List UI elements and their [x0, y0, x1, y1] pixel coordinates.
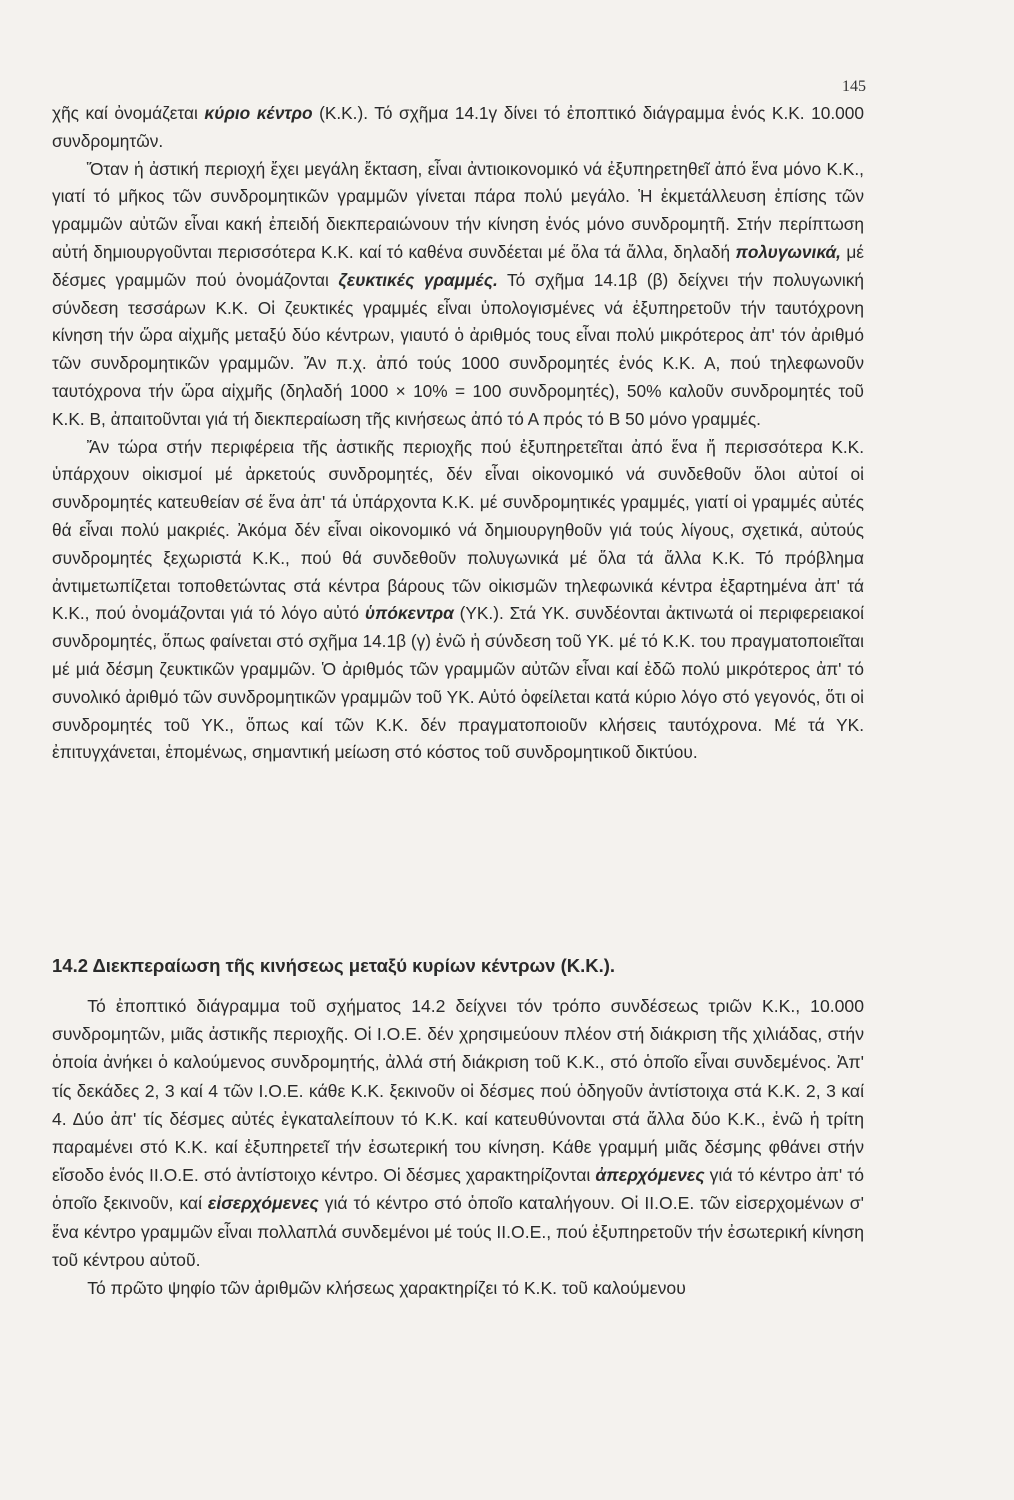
text-run: γιά τό κέντρο στό ὁποῖο καταλήγουν. Οἱ ΙΙ.Ο.Ε. τῶν εἰσερχομένων σ' ἕνα κέντρο γραμμῶν εἶναι πολλαπλά συνδεμένοι μέ τούς ΙΙ.Ο.Ε., πού ἐξυπηρετοῦν τήν ἐσωτερική κίνηση τοῦ κέντρου αὐτοῦ. — [52, 1193, 864, 1270]
term-aperchomenes: ἀπερχόμενες — [595, 1165, 705, 1186]
text-run: Τό ἐποπτικό διάγραμμα τοῦ σχήματος 14.2 δείχνει τόν τρόπο συνδέσεως τριῶν Κ.Κ., 10.000 συνδρομητῶν, μιᾶς ἀστικῆς περιοχῆς. Οἱ Ι.Ο.Ε. δέν χρησιμεύουν πλέον στή διάκριση τῆς χιλιάδας, στήν ὁποία ἀνήκει ὁ καλούμενος συνδρομητής, ἀλλά στή διάκριση τοῦ Κ.Κ., στό ὁποῖο εἶναι συνδεμένος. Ἀπ' τίς δεκάδες 2, 3 καί 4 τῶν Ι.Ο.Ε. κάθε Κ.Κ. ξεκινοῦν οἱ δέσμες πού ὁδηγοῦν ἀντίστοιχα στά Κ.Κ. 2, 3 καί 4. Δύο ἀπ' τίς δέσμες αὐτές ἐγκαταλείπουν τό Κ.Κ. καί κατευθύνονται στά ἄλλα δύο Κ.Κ., ἐνῶ ἡ τρίτη παραμένει στό Κ.Κ. καί ἐξυπηρετεῖ τήν ἐσωτερική του κίνηση. Κάθε γραμμή μιᾶς δέσμης φθάνει στήν εἴσοδο ἑνός ΙΙ.Ο.Ε. στό ἀντίστοιχο κέντρο. Οἱ δέσμες χαρακτηρίζονται — [52, 996, 864, 1186]
text-run: Ὅταν ἡ ἀστική περιοχή ἔχει μεγάλη ἔκταση, εἶναι ἀντιοικονομικό νά ἐξυπηρετηθεῖ ἀπό ἕνα μόνο Κ.Κ., γιατί τό μῆκος τῶν συνδρομητικῶν γραμμῶν γίνεται πάρα πολύ μεγάλο. Ἡ ἐκμετάλλευση ἐπίσης τῶν γραμμῶν αὐτῶν εἶναι κακή ἐπειδή διεκπεραιώνουν τήν κίνηση ἑνός μόνο συνδρομητῆ. Στήν περίπτωση αὐτή δημιουργοῦνται περισσότερα Κ.Κ. καί τό καθένα συνδέεται μέ ὅλα τά ἄλλα, δηλαδή — [52, 158, 864, 262]
text-run: χῆς καί ὀνομάζεται — [52, 103, 205, 123]
term-eiserchomenes: εἰσερχόμενες — [207, 1193, 319, 1214]
body-text-lower — [52, 992, 864, 1302]
paragraph-3 — [52, 434, 864, 768]
page-number: 145 — [842, 78, 866, 95]
term-ypokentra: ὑπόκεντρα — [364, 603, 454, 624]
text-run: μέ δέσμες γραμμῶν πού ὀνομάζονται — [52, 241, 865, 290]
section-heading: 14.2 Διεκπεραίωση τῆς κινήσεως μεταξύ κυρίων κέντρων (Κ.Κ.). — [52, 955, 616, 976]
text-run: (ΥΚ.). Στά ΥΚ. συνδέονται ἀκτινωτά οἱ περιφερειακοί συνδρομητές, ὅπως φαίνεται στό σχῆμα 14.1β (γ) ἐνῶ ἡ σύνδεση τοῦ ΥΚ. μέ τό Κ.Κ. του πραγματοποιεῖται μέ μιά δέσμη ζευκτικῶν γραμμῶν. Ὁ ἀριθμός τῶν γραμμῶν αὐτῶν εἶναι καί ἐδῶ πολύ μικρότερος ἀπ' τό συνολικό ἀριθμό τῶν συνδρομητικῶν γραμμῶν τοῦ ΥΚ. Αὐτό ὀφείλεται κατά κύριο λόγο στό γεγονός, ὅτι οἱ συνδρομητές τοῦ ΥΚ., ὅπως καί τῶν Κ.Κ. δέν πραγματοποιοῦν κλήσεις ταυτόχρονα. Μέ τά ΥΚ. ἐπιτυγχάνεται, ἑπομένως, σημαντική μείωση στό κόστος τοῦ συνδρομητικοῦ δικτύου. — [52, 603, 864, 763]
term-kyrio-kentro: κύριο κέντρο — [204, 103, 313, 123]
text-run: Τό σχῆμα 14.1β (β) δείχνει τήν πολυγωνική σύνδεση τεσσάρων Κ.Κ. Οἱ ζευκτικές γραμμές εἶναι ὑπολογισμένες νά ἐξυπηρετοῦν τήν ταυτόχρονη κίνηση τήν ὥρα αἰχμῆς μεταξύ δύο κέντρων, γιαυτό ὁ ἀριθμός τους εἶναι πολύ μικρότερος ἀπ' τόν ἀριθμό τῶν συνδρομητικῶν γραμμῶν. Ἄν π.χ. ἀπό τούς 1000 συνδρομητές ἑνός Κ.Κ. Α, πού τηλεφωνοῦν ταυτόχρονα τήν ὥρα αἰχμῆς (δηλαδή 1000 × 10% = 100 συνδρομητές), 50% καλοῦν συνδρομητές τοῦ Κ.Κ. Β, ἀπαιτοῦνται γιά τή διεκπεραίωση τῆς κινήσεως ἀπό τό Α πρός τό Β 50 μόνο γραμμές. — [52, 269, 864, 429]
term-polygonika: πολυγωνικά, — [735, 241, 841, 262]
text-run: Τό πρῶτο ψηφίο τῶν ἀριθμῶν κλήσεως χαρακτηρίζει τό Κ.Κ. τοῦ καλούμενου — [87, 1278, 686, 1299]
text-run: γιά τό κέντρο ἀπ' τό ὁποῖο ξεκινοῦν, καί — [52, 1165, 864, 1214]
text-run: Ἄν τώρα στήν περιφέρεια τῆς ἀστικῆς περιοχῆς πού ἐξυπηρετεῖται ἀπό ἕνα ἤ περισσότερα Κ.Κ. ὑπάρχουν οἰκισμοί μέ ἀρκετούς συνδρομητές, δέν εἶναι οἰκονομικό νά συνδεθοῦν ὅλοι αὐτοί οἱ συνδρομητές κατευθείαν σέ ἕνα ἀπ' τά ὑπάρχοντα Κ.Κ. μέ συνδρομητικές γραμμές, γιατί οἱ γραμμές αὐτές θά εἶναι πολύ μακριές. Ἀκόμα δέν εἶναι οἰκονομικό νά δημιουργηθοῦν γιά τούς λίγους, σχετικά, αὐτούς συνδρομητές ξεχωριστά Κ.Κ., πού θά συνδεθοῦν πολυγωνικά μέ ὅλα τά ἄλλα Κ.Κ. Τό πρόβλημα ἀντιμετωπίζεται τοποθετώντας στά κέντρα βάρους τῶν οἰκισμῶν τηλεφωνικά κέντρα ἐξαρτημένα ἀπ' τά Κ.Κ., πού ὀνομάζονται γιά τό λόγο αὐτό — [52, 436, 864, 624]
body-text-upper — [52, 100, 864, 767]
paragraph-4 — [52, 992, 864, 1274]
paragraph-1 — [52, 100, 864, 156]
term-zeuktikes-grammes: ζευκτικές γραμμές. — [338, 269, 498, 290]
paragraph-2 — [52, 156, 864, 434]
paragraph-5 — [52, 1274, 864, 1302]
text-run: (Κ.Κ.). Τό σχῆμα 14.1γ δίνει τό ἐποπτικό διάγραμμα ἑνός Κ.Κ. 10.000 συνδρομητῶν. — [52, 103, 864, 151]
